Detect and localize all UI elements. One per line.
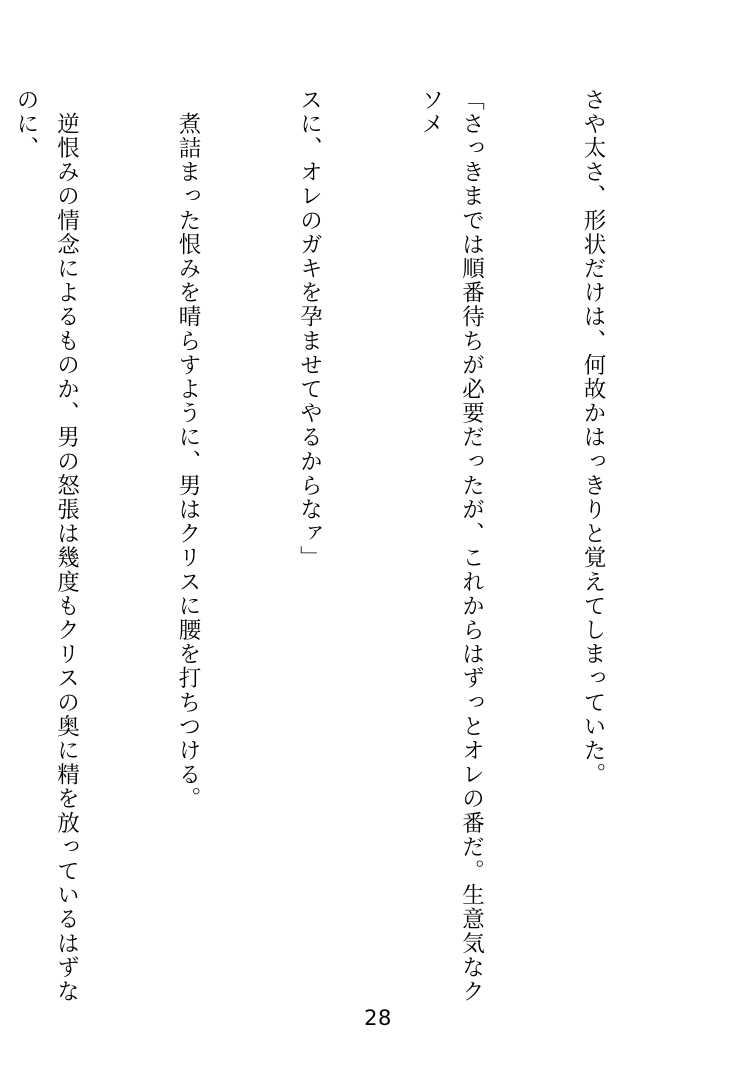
text-line: 逆恨みの情念によるものか、男の怒張は幾度もクリスの奥に精を放っているはずなのに、 <box>13 88 80 1004</box>
text-line: スに、オレのガキを孕ませてやるからなァ」 <box>296 88 323 570</box>
text-line: 煮詰まった恨みを晴らすように、男はクリスに腰を打ちつける。 <box>175 88 201 811</box>
page-number: 28 <box>364 1006 392 1030</box>
text-line: さや太さ、形状だけは、何故かはっきりと覚えてしまっていた。 <box>580 88 606 787</box>
text-line: 「さっきまでは順番待ちが必要だったが、これからはずっとオレの番だ。生意気なクソメ <box>418 88 485 1004</box>
novel-text-block <box>13 88 694 1018</box>
